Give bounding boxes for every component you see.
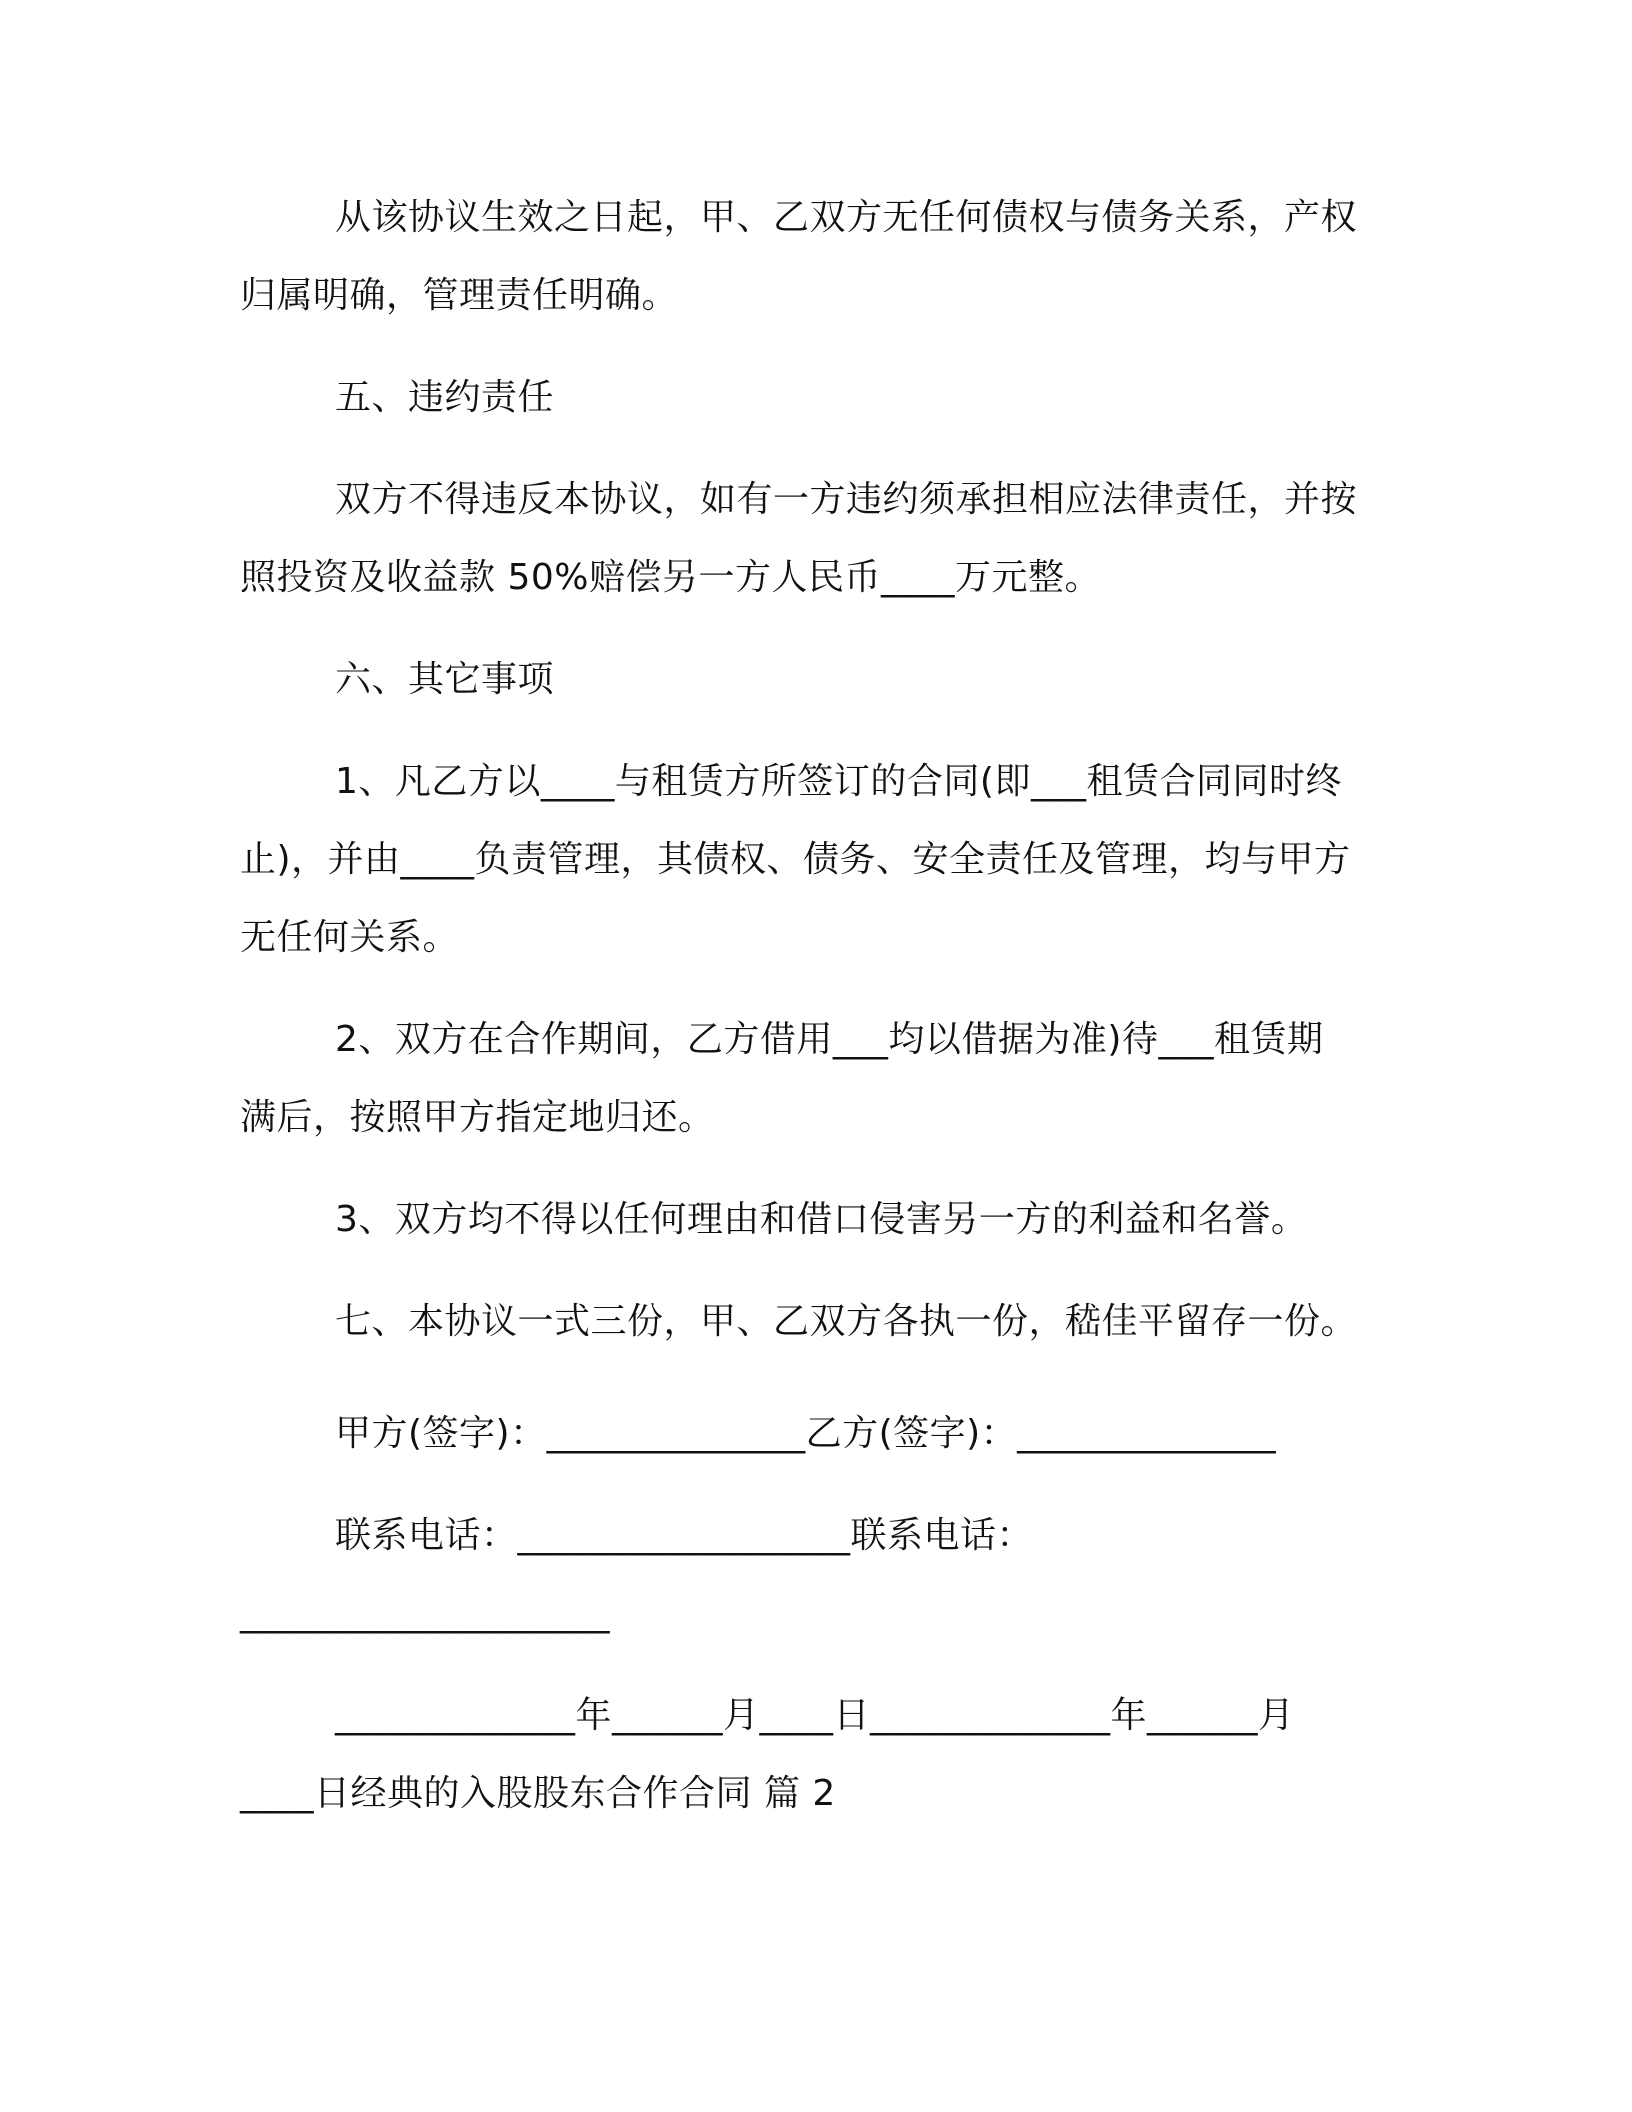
paragraph-line: 从该协议生效之日起，甲、乙双方无任何债权与债务关系，产权 — [335, 197, 1358, 238]
paragraph-line: 照投资及收益款 50%赔偿另一方人民币____万元整。 — [240, 557, 1101, 598]
paragraph-line: 七、本协议一式三份，甲、乙双方各执一份，嵇佳平留存一份。 — [335, 1301, 1358, 1342]
paragraph-line: 止)，并由____负责管理，其债权、债务、安全责任及管理，均与甲方 — [240, 839, 1351, 880]
section-heading: 五、违约责任 — [335, 377, 555, 418]
section-title-line: ____日经典的入股股东合作合同 篇 2 — [240, 1773, 836, 1814]
paragraph-line: 满后，按照甲方指定地归还。 — [240, 1097, 715, 1138]
date-line: _____________年______月____日_____________年______月 — [335, 1695, 1295, 1736]
paragraph-line: 归属明确，管理责任明确。 — [240, 275, 679, 316]
paragraph-line: 双方不得违反本协议，如有一方违约须承担相应法律责任，并按 — [335, 479, 1358, 520]
phone-blank-line: ____________________ — [240, 1593, 610, 1634]
paragraph-line: 无任何关系。 — [240, 917, 460, 958]
paragraph-line: 2、双方在合作期间，乙方借用___均以借据为准)待___租赁期 — [335, 1019, 1324, 1060]
section-heading: 六、其它事项 — [335, 659, 555, 700]
paragraph-line: 3、双方均不得以任何理由和借口侵害另一方的利益和名誉。 — [335, 1199, 1308, 1240]
signature-line: 甲方(签字)：______________乙方(签字)：______________ — [335, 1413, 1277, 1454]
phone-line: 联系电话：__________________联系电话： — [335, 1515, 1034, 1556]
paragraph-line: 1、凡乙方以____与租赁方所签订的合同(即___租赁合同同时终 — [335, 761, 1342, 802]
